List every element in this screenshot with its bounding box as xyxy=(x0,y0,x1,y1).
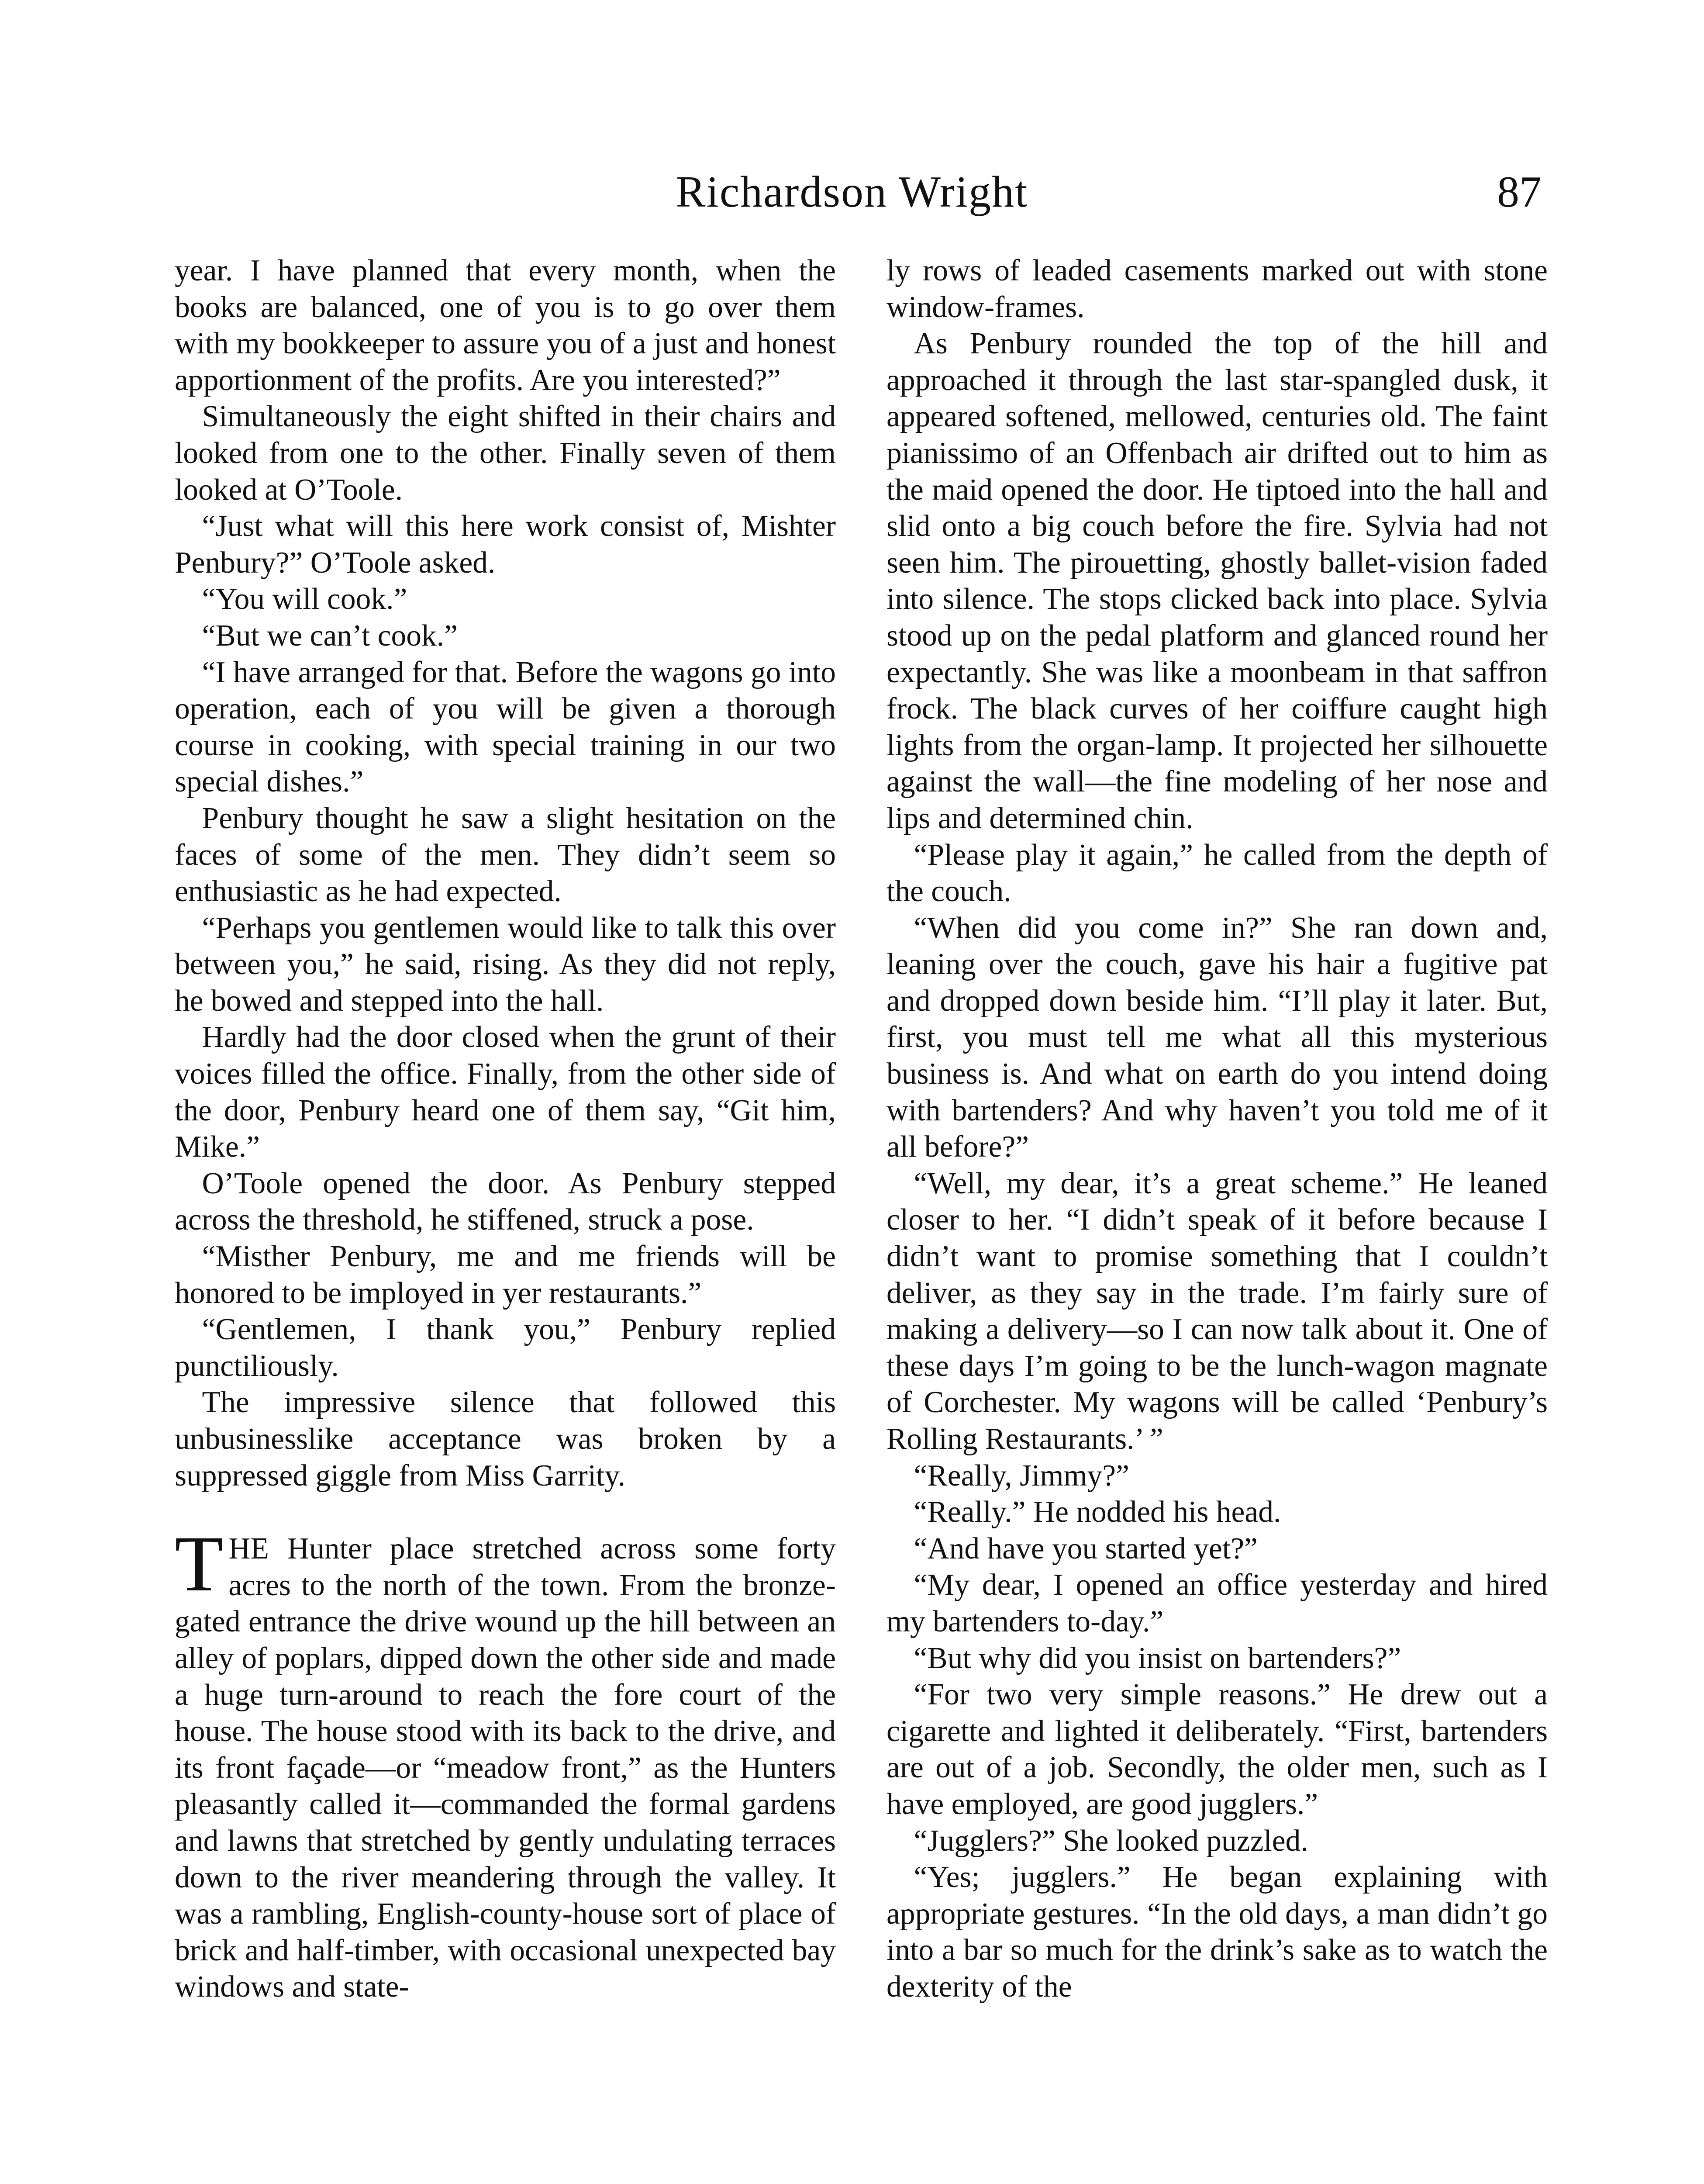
section-opening-paragraph xyxy=(175,1520,836,2005)
paragraph: “Well, my dear, it’s a great scheme.” He leaned closer to her. “I didn’t speak of it before because I didn’t want to promise something that I couldn’t deliver, as they say in the trade. I’m fairly sure of making a delivery—so I can now talk about it. One of these days I’m going to be the lunch-wagon magnate of Corchester. My wagons will be called ‘Penbury’s Rolling Restaurants.’ ” xyxy=(886,1166,1548,1456)
paragraph: “Perhaps you gentlemen would like to talk this over between you,” he said, rising. As they did not reply, he bowed and stepped into the hall. xyxy=(175,911,836,1018)
right-column xyxy=(886,252,1548,2005)
paragraph: “But we can’t cook.” xyxy=(202,619,458,653)
paragraph: ly rows of leaded casements marked out with stone window-frames. xyxy=(886,254,1548,324)
paragraph: “Please play it again,” he called from the depth of the couch. xyxy=(886,838,1548,909)
paragraph: “For two very simple reasons.” He drew out a cigarette and lighted it deliberately. “First, bartenders are out of a job. Secondly, the older men, such as I have employed, are good jugglers.” xyxy=(886,1678,1548,1821)
paragraph: “Really.” He nodded his head. xyxy=(914,1495,1281,1529)
left-column xyxy=(175,252,836,2005)
paragraph: Penbury thought he saw a slight hesitation on the faces of some of the men. They didn’t seem so enthusiastic as he had expected. xyxy=(175,801,836,909)
paragraph: “Yes; jugglers.” He began explaining with appropriate gestures. “In the old days, a man didn’t go into a bar so much for the drink’s sake as to watch the dexterity of the xyxy=(886,1860,1548,2004)
paragraph: year. I have planned that every month, when the books are balanced, one of you is to go over them with my bookkeeper to assure you of a just and honest apportionment of the profits. Are you interested?” xyxy=(175,254,836,397)
section-opening-text: HE Hunter place stretched across some forty acres to the north of the town. From the bronze-gated entrance the drive wound up the hill between an alley of poplars, dipped down the other side and made a huge turn-around to reach the fore court of the house. The house stood with its back to the drive, and its front façade—or “meadow front,” as the Hunters pleasantly called it—commanded the formal gardens and lawns that stretched by gently undulating terraces down to the river meandering through the valley. It was a rambling, English-county-house sort of place of brick and half-timber, with occasional unexpected bay windows and state- xyxy=(175,1532,836,2004)
paragraph: “Misther Penbury, me and me friends will be honored to be imployed in yer restaurants.” xyxy=(175,1240,836,1310)
running-title: Richardson Wright xyxy=(676,167,1028,217)
paragraph: “Jugglers?” She looked puzzled. xyxy=(914,1824,1308,1858)
paragraph: The impressive silence that followed this unbusinesslike acceptance was broken by a suppressed giggle from Miss Garrity. xyxy=(175,1386,836,1493)
paragraph: “Gentlemen, I thank you,” Penbury replied punctiliously. xyxy=(175,1313,836,1383)
paragraph: Hardly had the door closed when the grunt of their voices filled the office. Finally, from the other side of the door, Penbury heard one of them say, “Git him, Mike.” xyxy=(175,1020,836,1164)
drop-cap: T xyxy=(175,1520,224,1608)
paragraph: “But why did you insist on bartenders?” xyxy=(914,1641,1401,1675)
paragraph: “You will cook.” xyxy=(202,582,407,616)
paragraph: “Really, Jimmy?” xyxy=(914,1458,1129,1493)
paragraph: “Just what will this here work consist of, Mishter Penbury?” O’Toole asked. xyxy=(175,509,836,580)
paragraph: “When did you come in?” She ran down and, leaning over the couch, gave his hair a fugitive pat and dropped down beside him. “I’ll play it later. But, first, you must tell me what all this mysterious business is. And what on earth do you intend doing with bartenders? And why haven’t you told me of it all before?” xyxy=(886,911,1548,1164)
paragraph: Simultaneously the eight shifted in their chairs and looked from one to the other. Finally seven of them looked at O’Toole. xyxy=(175,400,836,507)
page-header xyxy=(0,162,1704,223)
page-number: 87 xyxy=(1497,167,1542,217)
paragraph: “I have arranged for that. Before the wagons go into operation, each of you will be given a thorough course in cooking, with special training in our two special dishes.” xyxy=(175,655,836,799)
paragraph: “And have you started yet?” xyxy=(914,1531,1258,1565)
paragraph: “My dear, I opened an office yesterday and hired my bartenders to-day.” xyxy=(886,1568,1548,1638)
paragraph: As Penbury rounded the top of the hill and approached it through the last star-spangled dusk, it appeared softened, mellowed, centuries old. The faint pianissimo of an Offenbach air drifted out to him as the maid opened the door. He tiptoed into the hall and slid onto a big couch before the fire. Sylvia had not seen him. The pirouetting, ghostly ballet-vision faded into silence. The stops clicked back into place. Sylvia stood up on the pedal platform and glanced round her expectantly. She was like a moonbeam in that saffron frock. The black curves of her coiffure caught high lights from the organ-lamp. It projected her silhouette against the wall—the fine modeling of her nose and lips and determined chin. xyxy=(886,327,1548,835)
paragraph: O’Toole opened the door. As Penbury stepped across the threshold, he stiffened, struck a pose. xyxy=(175,1166,836,1237)
